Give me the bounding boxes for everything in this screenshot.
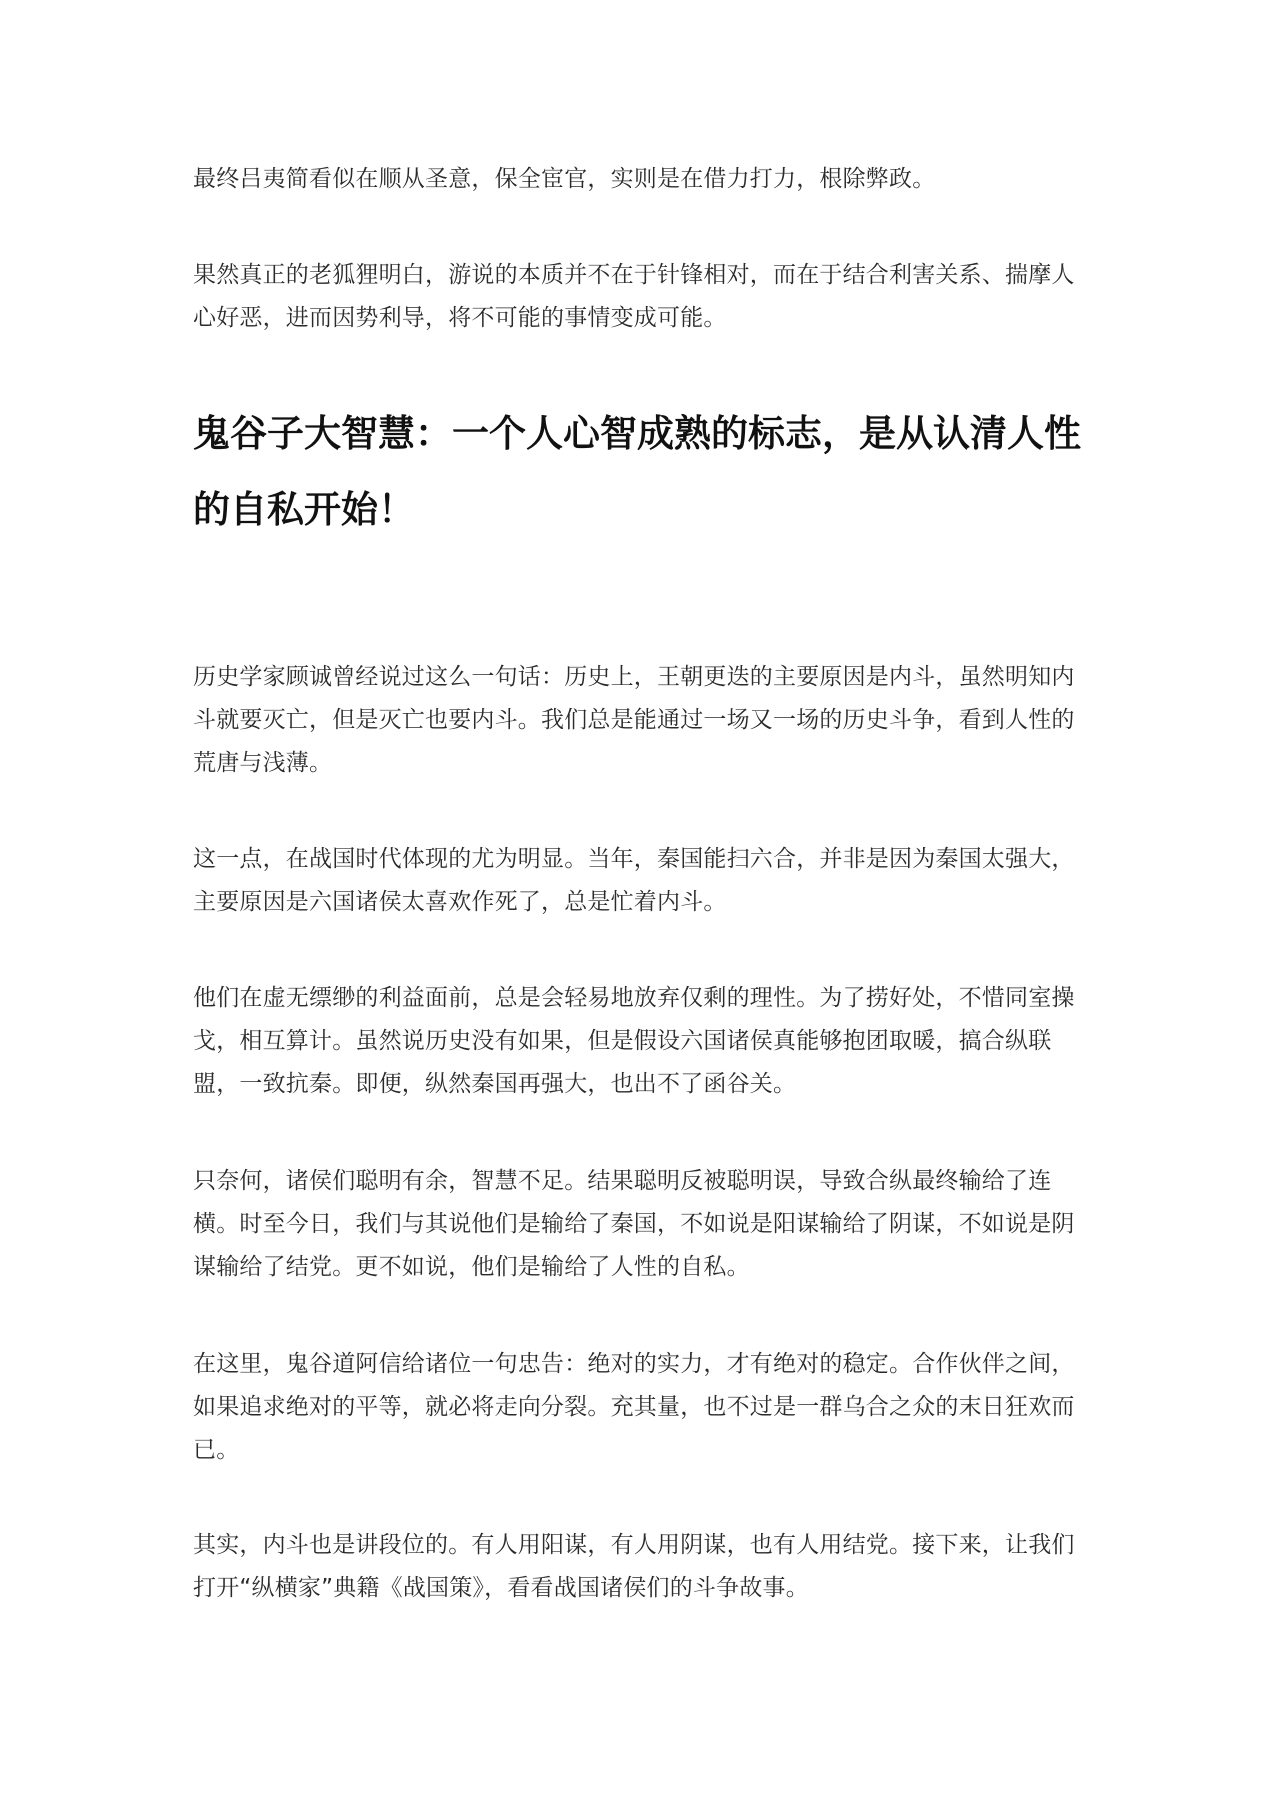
paragraph-7: 在这里，鬼谷道阿信给诸位一句忠告：绝对的实力，才有绝对的稳定。合作伙伴之间，如果追求绝对的平等，就必将走向分裂。充其量，也不过是一群乌合之众的末日狂欢而已。	[193, 1351, 1075, 1463]
paragraph-8: 其实，内斗也是讲段位的。有人用阳谋，有人用阴谋，也有人用结党。接下来，让我们打开“纵横家”典籍《战国策》，看看战国诸侯们的斗争故事。	[193, 1532, 1075, 1601]
section-heading: 鬼谷子大智慧：一个人心智成熟的标志，是从认清人性的自私开始！	[193, 412, 1081, 531]
paragraph-3: 历史学家顾诚曾经说过这么一句话：历史上，王朝更迭的主要原因是内斗，虽然明知内斗就要灭亡，但是灭亡也要内斗。我们总是能通过一场又一场的历史斗争，看到人性的荒唐与浅薄。	[193, 664, 1075, 776]
paragraph-4: 这一点，在战国时代体现的尤为明显。当年，秦国能扫六合，并非是因为秦国太强大，主要原因是六国诸侯太喜欢作死了，总是忙着内斗。	[193, 846, 1075, 915]
paragraph-6: 只奈何，诸侯们聪明有余，智慧不足。结果聪明反被聪明误，导致合纵最终输给了连横。时至今日，我们与其说他们是输给了秦国，不如说是阳谋输给了阴谋，不如说是阴谋输给了结党。更不如说，他们是输给了人性的自私。	[193, 1168, 1075, 1280]
paragraph-1: 最终吕夷简看似在顺从圣意，保全宦官，实则是在借力打力，根除弊政。	[193, 166, 936, 192]
paragraph-2: 果然真正的老狐狸明白，游说的本质并不在于针锋相对，而在于结合利害关系、揣摩人心好恶，进而因势利导，将不可能的事情变成可能。	[193, 262, 1075, 331]
paragraph-5: 他们在虚无缥缈的利益面前，总是会轻易地放弃仅剩的理性。为了捞好处，不惜同室操戈，相互算计。虽然说历史没有如果，但是假设六国诸侯真能够抱团取暖，搞合纵联盟，一致抗秦。即便，纵然秦国再强大，也出不了函谷关。	[193, 985, 1075, 1097]
